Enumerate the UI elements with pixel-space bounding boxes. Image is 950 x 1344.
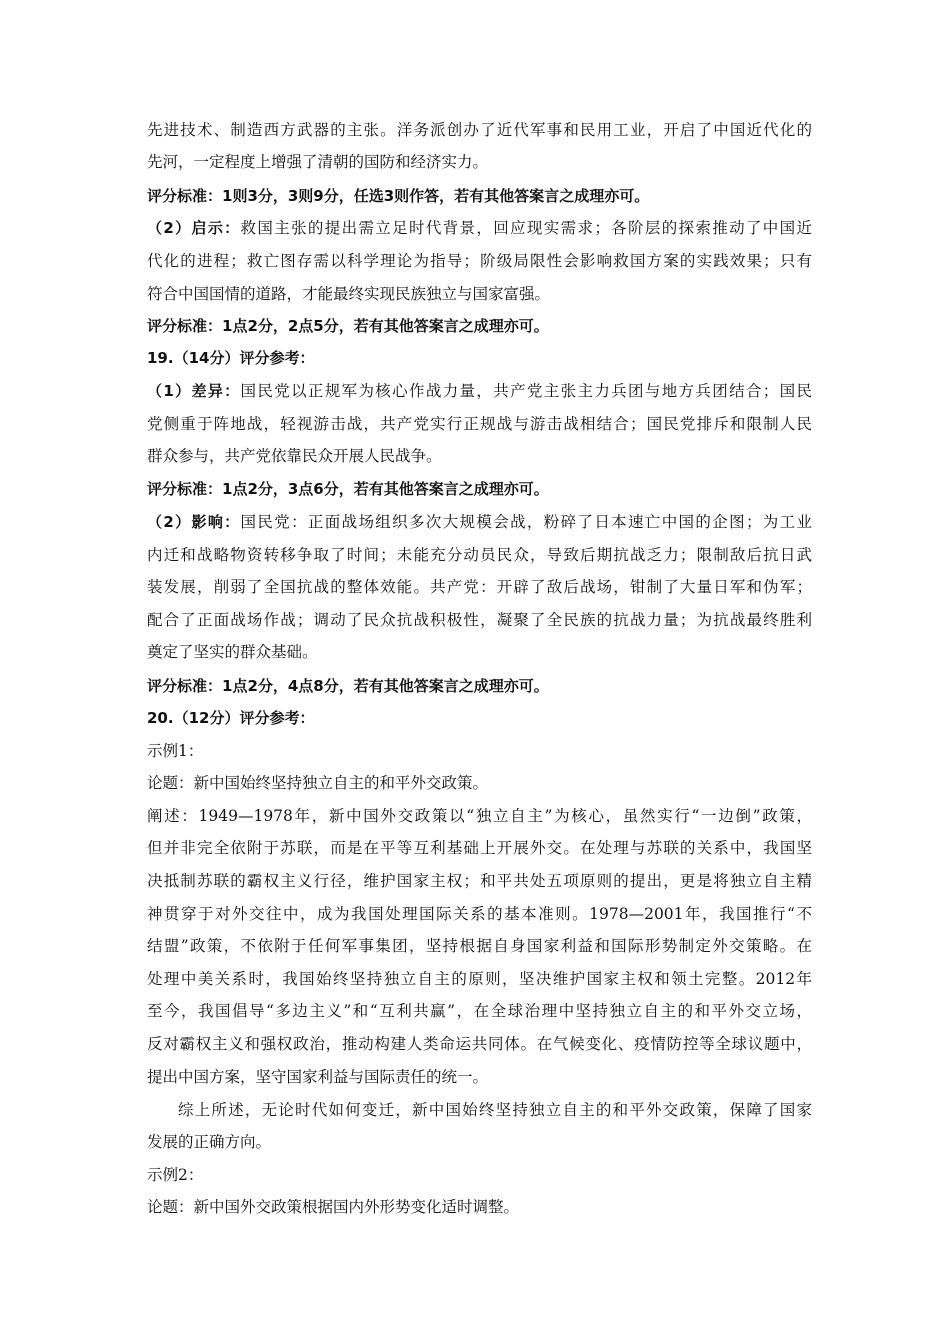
paragraph-line: 但并非完全依附于苏联，而是在平等互利基础上开展外交。在处理与苏联的关系中，我国坚 — [147, 839, 812, 857]
thesis-line: 论题：新中国外交政策根据国内外形势变化适时调整。 — [147, 1198, 520, 1216]
scoring-standard: 评分标准：1则3分，3则9分，任选3则作答，若有其他答案言之成理亦可。 — [147, 187, 650, 205]
scoring-standard: 评分标准：1点2分，2点5分，若有其他答案言之成理亦可。 — [147, 317, 549, 335]
scoring-standard: 评分标准：1点2分，3点6分，若有其他答案言之成理亦可。 — [147, 480, 549, 498]
paragraph-text: 救国主张的提出需立足时代背景，回应现实需求；各阶层的探索推动了中国近 — [240, 219, 812, 237]
question-heading: 20.（12分）评分参考： — [147, 709, 315, 727]
paragraph-line — [147, 381, 812, 401]
paragraph-line: 配合了正面战场作战；调动了民众抗战积极性，凝聚了全民族的抗战力量；为抗战最终胜利 — [147, 611, 812, 629]
paragraph-line: 代化的进程；救亡图存需以科学理论为指导；阶级局限性会影响救国方案的实践效果；只有 — [147, 252, 812, 270]
paragraph-line: 符合中国国情的道路，才能最终实现民族独立与国家富强。 — [147, 285, 551, 303]
paragraph-line — [147, 512, 812, 532]
example-label: 示例1： — [147, 742, 204, 760]
paragraph-line: 内迁和战略物资转移争取了时间；未能充分动员民众，导致后期抗战乏力；限制敌后抗日武 — [147, 546, 812, 564]
thesis-line: 论题：新中国始终坚持独立自主的和平外交政策。 — [147, 774, 489, 792]
paragraph-line: 结盟”政策，不依附于任何军事集团，坚持根据自身国家利益和国际形势制定外交策略。在 — [147, 937, 812, 955]
section-label: （2）启示： — [147, 219, 241, 237]
question-heading: 19.（14分）评分参考： — [147, 349, 315, 367]
paragraph-line: 阐述：1949—1978年，新中国外交政策以“独立自主”为核心，虽然实行“一边倒”政策， — [147, 807, 812, 825]
paragraph-text: 国民党以正规军为核心作战力量，共产党主张主力兵团与地方兵团结合；国民 — [240, 382, 812, 400]
paragraph-line: 装发展，削弱了全国抗战的整体效能。共产党：开辟了敌后战场，钳制了大量日军和伪军； — [147, 578, 812, 596]
paragraph-line: 处理中美关系时，我国始终坚持独立自主的原则，坚决维护国家主权和领土完整。2012年 — [147, 970, 812, 988]
paragraph-line: 发展的正确方向。 — [147, 1133, 272, 1151]
paragraph-line: 奠定了坚实的群众基础。 — [147, 643, 318, 661]
paragraph-line: 决抵制苏联的霸权主义行径，维护国家主权；和平共处五项原则的提出，更是将独立自主精 — [147, 872, 812, 890]
paragraph-line: 综上所述，无论时代如何变迁，新中国始终坚持独立自主的和平外交政策，保障了国家 — [178, 1101, 812, 1119]
scoring-standard: 评分标准：1点2分，4点8分，若有其他答案言之成理亦可。 — [147, 677, 549, 695]
paragraph-line: 群众参与，共产党依靠民众开展人民战争。 — [147, 447, 442, 465]
paragraph-line: 神贯穿于对外交往中，成为我国处理国际关系的基本准则。1978—2001年，我国推行“不 — [147, 905, 812, 923]
paragraph-line: 党侧重于阵地战，轻视游击战，共产党实行正规战与游击战相结合；国民党排斥和限制人民 — [147, 415, 812, 433]
paragraph-line: 提出中国方案，坚守国家利益与国际责任的统一。 — [147, 1068, 489, 1086]
paragraph-line: 至今，我国倡导“多边主义”和“互利共赢”，在全球治理中坚持独立自主的和平外交立场， — [147, 1002, 812, 1020]
paragraph-line: 先河，一定程度上增强了清朝的国防和经济实力。 — [147, 153, 489, 171]
paragraph-line — [147, 218, 812, 238]
section-label: （1）差异： — [147, 382, 241, 400]
section-label: （2）影响： — [147, 513, 241, 531]
paragraph-text: 国民党：正面战场组织多次大规模会战，粉碎了日本速亡中国的企图；为工业 — [240, 513, 812, 531]
paragraph-line: 先进技术、制造西方武器的主张。洋务派创办了近代军事和民用工业，开启了中国近代化的 — [147, 121, 812, 139]
example-label: 示例2： — [147, 1166, 204, 1184]
paragraph-line: 反对霸权主义和强权政治，推动构建人类命运共同体。在气候变化、疫情防控等全球议题中， — [147, 1035, 812, 1053]
